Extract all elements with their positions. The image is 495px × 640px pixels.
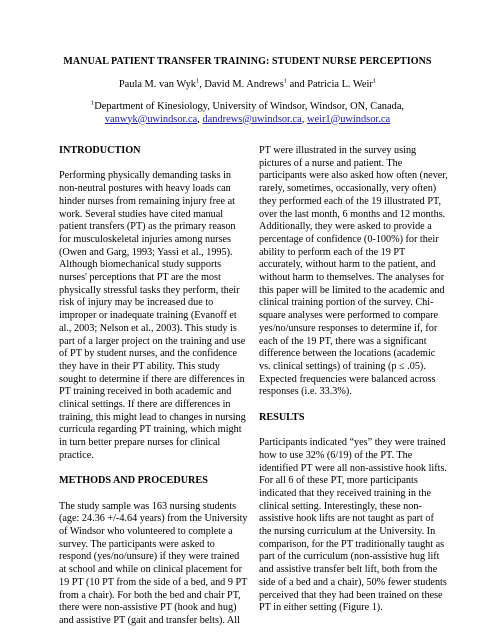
text-line: nurses' perceptions that PT are the most	[59, 272, 221, 284]
text-line: percentage of confidence (0-100%) for their	[259, 233, 439, 245]
text-line: survey. The participants were asked to	[59, 538, 215, 550]
text-line: (age: 24.36 +/-4.64 years) from the University	[59, 513, 248, 525]
email-link[interactable]: dandrews@uwindsor.ca	[202, 113, 302, 125]
text-line: hinder nurses from remaining injury free at	[59, 195, 235, 207]
author-affil-marker: 1	[372, 77, 377, 85]
text-line: al., 2003; Nelson et al., 2003). This study is	[59, 322, 237, 334]
affil-marker: 1	[90, 99, 95, 107]
email-link[interactable]: vanwyk@uwindsor.ca	[104, 113, 198, 125]
text-line: indicated that they received training in the	[259, 487, 431, 499]
text-line: non-neutral postures with heavy loads can	[59, 183, 231, 195]
intro-paragraph	[59, 170, 259, 462]
author-name: Patricia L. Weir	[307, 79, 373, 90]
text-line: Participants indicated “yes” they were trained	[259, 437, 446, 449]
text-line: comparison, for the PT traditionally taught as	[259, 538, 445, 550]
text-line: work. Several studies have cited manual	[59, 208, 224, 220]
section-heading-methods: METHODS AND PROCEDURES	[59, 475, 208, 487]
text-line: Performing physically demanding tasks in	[59, 170, 232, 182]
text-line: there were non-assistive PT (hook and hug)	[59, 602, 237, 614]
text-line: part of a larger project on the training and use	[59, 335, 246, 347]
text-line: physically stressful tasks they perform, their	[59, 284, 240, 296]
text-line: respond (yes/no/unsure) if they were trained	[59, 551, 240, 563]
author-name: Paula M. van Wyk	[118, 79, 196, 90]
text-line: part of the curriculum (non-assistive hug lift	[259, 551, 440, 563]
right-column	[259, 145, 465, 628]
text-line: clinical setting. Interestingly, these non-	[259, 500, 422, 512]
paper-title: MANUAL PATIENT TRANSFER TRAINING: STUDENT NURSE PERCEPTIONS	[63, 56, 432, 67]
text-line: clinical training portion of the survey. Chi-	[259, 297, 434, 309]
left-column	[59, 145, 259, 640]
author-affil-marker: 1	[195, 77, 200, 85]
text-line: and assistive PT (gait and transfer belts). All	[59, 614, 240, 626]
text-line: side of a bed and a chair), 50% fewer students	[259, 576, 447, 588]
author-affil-marker: 1	[283, 77, 288, 85]
text-line: 19 PT (10 PT from the side of a bed, and 9 PT	[59, 576, 248, 588]
affiliation-text: Department of Kinesiology, University of Windsor, Windsor, ON, Canada,	[94, 101, 405, 112]
text-line: the nursing curriculum at the University. In	[259, 526, 436, 538]
text-line: how to use 32% (6/19) of the PT. The	[259, 449, 413, 461]
text-line: of Windsor who volunteered to complete a	[59, 526, 233, 538]
text-line: curricula regarding PT training, which might	[59, 424, 242, 436]
text-line: of PT by student nurses, and the confidence	[59, 348, 238, 360]
text-line: For all 6 of these PT, more participants	[259, 475, 418, 487]
text-line: this paper will be limited to the academic and	[259, 284, 445, 296]
text-line: Expected frequencies were balanced across	[259, 373, 436, 385]
text-line: The study sample was 163 nursing students	[59, 500, 237, 512]
email-separator: ,	[301, 113, 307, 125]
author-separator: and	[287, 79, 308, 90]
text-line: ability to perform each of the 19 PT	[259, 246, 406, 258]
text-line: from a chair). For both the bed and chair PT,	[59, 589, 241, 601]
text-line: they performed each of the 19 illustrated PT,	[259, 195, 441, 207]
text-line: rarely, sometimes, occasionally, very often)	[259, 183, 437, 195]
text-line: sought to determine if there are differences in	[59, 373, 245, 385]
text-line: without harm to themselves. The analyses for	[259, 272, 445, 284]
text-line: accurately, without harm to the patient, and	[259, 259, 436, 271]
text-line: (Owen and Garg, 1993; Yassi et al., 1995).	[59, 246, 233, 258]
text-line: and assistive transfer belt lift, both from the	[259, 564, 438, 576]
text-line: assistive hook lifts are not taught as part of	[259, 513, 434, 525]
author-separator: ,	[199, 79, 205, 90]
email-link[interactable]: weir1@uwindsor.ca	[306, 113, 391, 125]
text-line: over the last month, 6 months and 12 months.	[259, 208, 446, 220]
text-line: PT were illustrated in the survey using	[259, 145, 417, 156]
text-line: square analyses were performed to compare	[259, 310, 439, 322]
text-line: perceived that they had been trained on these	[259, 589, 443, 601]
text-line: vs. clinical settings) of training (p ≤ .05).	[259, 360, 426, 372]
text-line: PT in either setting (Figure 1).	[259, 602, 383, 614]
text-line: identified PT were all non-assistive hook lifts.	[259, 462, 447, 474]
text-line: improper or inadequate training (Evanoff et	[59, 310, 237, 322]
section-heading-introduction: INTRODUCTION	[59, 145, 141, 156]
methods-continued-paragraph	[259, 145, 465, 399]
author-line	[40, 79, 455, 90]
affiliation-line	[40, 101, 455, 114]
text-line: yes/no/unsure responses to determine if, for	[259, 322, 438, 334]
text-line: Additionally, they were asked to provide a	[259, 221, 432, 233]
text-line: risk of injury may be increased due to	[59, 297, 214, 309]
methods-paragraph	[59, 501, 259, 628]
text-line: training, this might lead to changes in nursing	[59, 411, 246, 423]
text-line: in turn better prepare nurses for clinical	[59, 437, 221, 449]
email-separator: ,	[197, 113, 203, 125]
text-line: each of the 19 PT, there was a significant	[259, 335, 427, 347]
text-line: for musculoskeletal injuries among nurses	[59, 233, 232, 245]
text-line: at school and while on clinical placement for	[59, 564, 243, 576]
text-line: responses (i.e. 33.3%).	[259, 386, 352, 398]
text-line: PT training received in both academic and	[59, 386, 232, 398]
text-line: clinical settings. If there are differences in	[59, 399, 231, 411]
text-line: practice.	[59, 449, 94, 461]
section-heading-results: RESULTS	[259, 411, 305, 423]
text-line: Although biomechanical study supports	[59, 259, 222, 271]
text-line: difference between the locations (academic	[259, 348, 436, 360]
text-line: they have in their PT ability. This study	[59, 360, 220, 372]
results-paragraph	[259, 437, 465, 615]
email-list	[40, 114, 455, 127]
author-name: David M. Andrews	[204, 79, 284, 90]
text-line: patient transfers (PT) as the primary reason	[59, 221, 236, 233]
text-line: pictures of a nurse and patient. The	[259, 157, 403, 169]
affiliation	[40, 101, 455, 126]
text-line: participants were also asked how often (never,	[259, 170, 448, 182]
